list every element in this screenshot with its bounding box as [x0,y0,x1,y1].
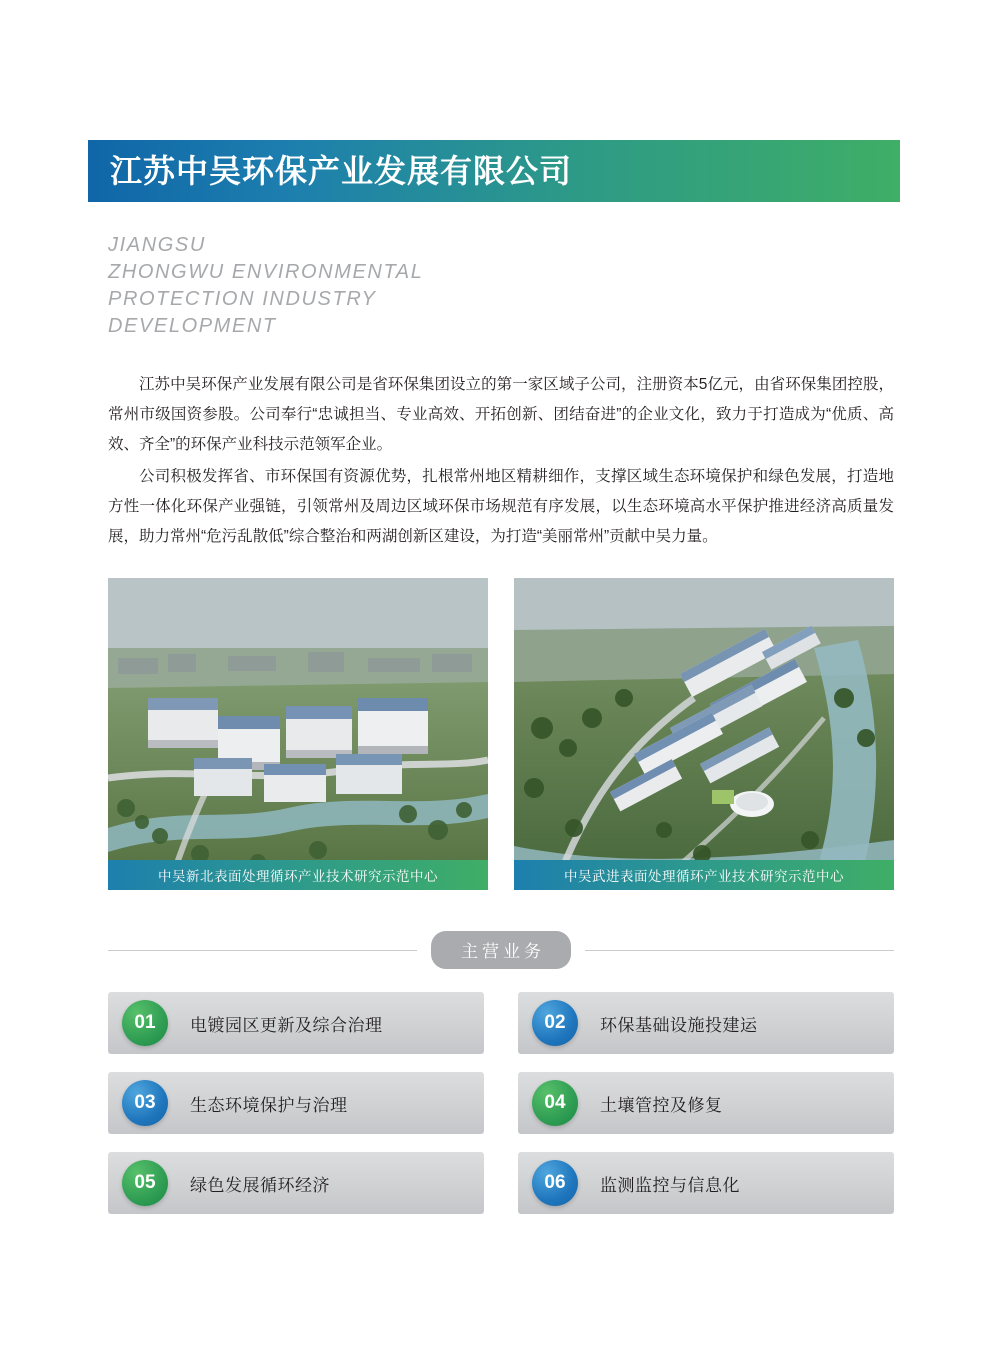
business-item-01[interactable] [108,992,484,1054]
business-list [108,992,894,1214]
main-business-section-header [108,930,894,970]
photo-caption-wujin: 中吴武进表面处理循环产业技术研究示范中心 [514,860,894,890]
company-title-banner [88,140,900,202]
business-item-label: 电镀园区更新及综合治理 [190,1015,383,1035]
business-item-label: 生态环境保护与治理 [190,1095,348,1115]
business-item-02[interactable] [518,992,894,1054]
photo-gallery [108,578,894,890]
business-number-badge: 03 [122,1080,168,1126]
business-number-badge: 04 [532,1080,578,1126]
business-number-badge: 06 [532,1160,578,1206]
intro-paragraph-2: 公司积极发挥省、市环保国有资源优势，扎根常州地区精耕细作，支撑区域生态环境保护和绿色发展，打造地方性一体化环保产业强链，引领常州及周边区域环保市场规范有序发展，以生态环境高水平保护推进经济高质量发展，助力常州“危污乱散低”综合整治和两湖创新区建设，为打造“美丽常州”贡献中吴力量。 [108,468,894,545]
business-item-label: 土壤管控及修复 [600,1095,723,1115]
divider-left [108,950,417,951]
business-item-03[interactable] [108,1072,484,1134]
business-item-06[interactable] [518,1152,894,1214]
section-title: 主营业务 [431,931,571,969]
business-number-badge: 05 [122,1160,168,1206]
business-item-label: 监测监控与信息化 [600,1175,740,1195]
english-subtitle-line-3: PROTECTION INDUSTRY [108,288,377,310]
photo-caption-xinbei: 中吴新北表面处理循环产业技术研究示范中心 [108,860,488,890]
intro-body [108,370,894,554]
english-subtitle-line-1: JIANGSU [108,234,206,256]
business-item-label: 绿色发展循环经济 [190,1175,330,1195]
english-subtitle-line-2: ZHONGWU ENVIRONMENTAL [108,261,424,283]
business-item-04[interactable] [518,1072,894,1134]
english-subtitle [108,232,708,340]
page-title: 江苏中吴环保产业发展有限公司 [110,153,573,189]
photo-card-xinbei [108,578,488,890]
english-subtitle-line-4: DEVELOPMENT [108,315,277,337]
business-number-badge: 02 [532,1000,578,1046]
aerial-park-photo-wujin [514,578,894,890]
aerial-park-photo-xinbei [108,578,488,890]
business-item-label: 环保基础设施投建运 [600,1015,758,1035]
photo-card-wujin [514,578,894,890]
intro-paragraph-1: 江苏中吴环保产业发展有限公司是省环保集团设立的第一家区域子公司，注册资本5亿元，由省环保集团控股，常州市级国资参股。公司奉行“忠诚担当、专业高效、开拓创新、团结奋进”的企业文化，致力于打造成为“优质、高效、齐全”的环保产业科技示范领军企业。 [108,376,894,453]
business-item-05[interactable] [108,1152,484,1214]
divider-right [585,950,894,951]
business-number-badge: 01 [122,1000,168,1046]
